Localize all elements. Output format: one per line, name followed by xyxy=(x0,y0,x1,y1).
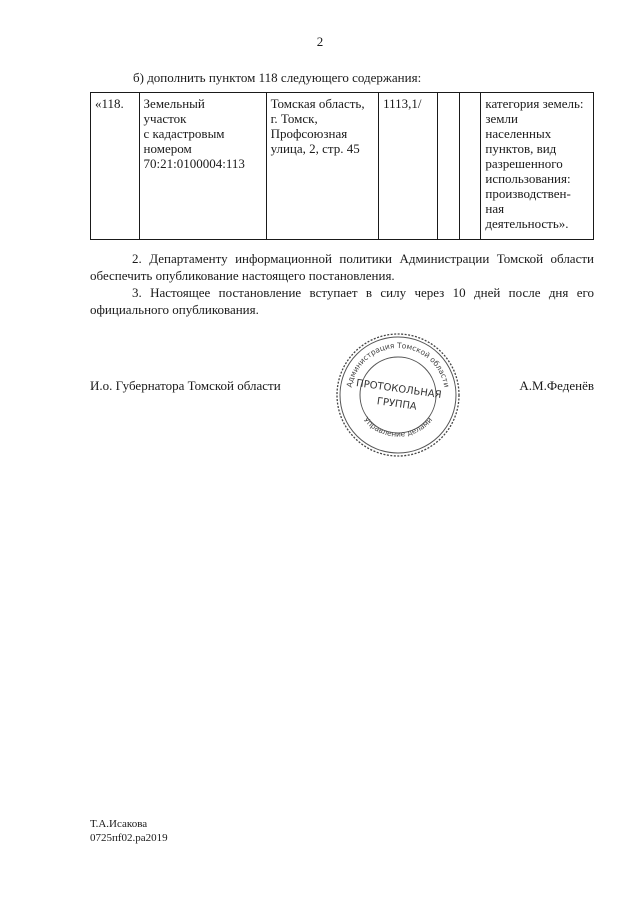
intro-text: б) дополнить пунктом 118 следующего содержания: xyxy=(133,70,422,85)
paragraph-2 xyxy=(90,250,594,284)
cell-line: производствен- xyxy=(485,186,571,201)
cell-empty-2 xyxy=(459,93,481,240)
cell-line: номером xyxy=(143,141,192,156)
cell-empty-1 xyxy=(438,93,460,240)
cell-line: 70:21:0100004:113 xyxy=(143,156,245,171)
paragraph-2-text: 2. Департаменту информационной политики Администрации Томской области обеспечить опубликование настоящего постановления. xyxy=(90,251,594,283)
cell-line: участок xyxy=(143,111,187,126)
signatory-position: И.о. Губернатора Томской области xyxy=(90,378,281,393)
page-number: 2 xyxy=(316,34,324,49)
cell-line: улица, 2, стр. 45 xyxy=(270,141,360,156)
signatory-name: А.М.Феденёв xyxy=(519,378,594,393)
cell-line: земли xyxy=(485,111,518,126)
cell-line: пунктов, вид xyxy=(485,141,557,156)
footer-file: 0725пf02.ра2019 xyxy=(90,832,168,844)
cell-line: Земельный xyxy=(143,96,205,111)
cell-line: Профсоюзная xyxy=(270,126,348,141)
cell-line: населенных xyxy=(485,126,552,141)
cell-line: ная xyxy=(485,201,505,216)
cell-line: деятельность». xyxy=(485,216,569,231)
stamp-ring-top-text: Администрация Томской области xyxy=(344,340,452,389)
cell-address xyxy=(266,93,379,240)
cell-line: г. Томск, xyxy=(270,111,318,126)
paragraph-3 xyxy=(90,284,594,318)
cell-object xyxy=(139,93,266,240)
stamp-ring-bottom-text: Управление делами xyxy=(361,415,435,439)
stamp-center-line-1: ПРОТОКОЛЬНАЯ xyxy=(355,378,443,401)
cell-line: разрешенного xyxy=(485,156,563,171)
table-row xyxy=(91,93,594,240)
cell-area: 1113,1/ xyxy=(379,93,438,240)
cell-line: Томская область, xyxy=(270,96,365,111)
official-stamp xyxy=(333,330,463,460)
cell-line: использования: xyxy=(485,171,571,186)
land-plot-table xyxy=(90,92,594,240)
cell-number: «118. xyxy=(91,93,140,240)
paragraph-3-text: 3. Настоящее постановление вступает в силу через 10 дней после дня его официального опубликования. xyxy=(90,285,594,317)
cell-line: с кадастровым xyxy=(143,126,225,141)
stamp-center-line-2: ГРУППА xyxy=(376,396,418,413)
cell-line: категория земель: xyxy=(485,96,584,111)
cell-note xyxy=(481,93,594,240)
footer-author: Т.А.Исакова xyxy=(90,818,148,830)
